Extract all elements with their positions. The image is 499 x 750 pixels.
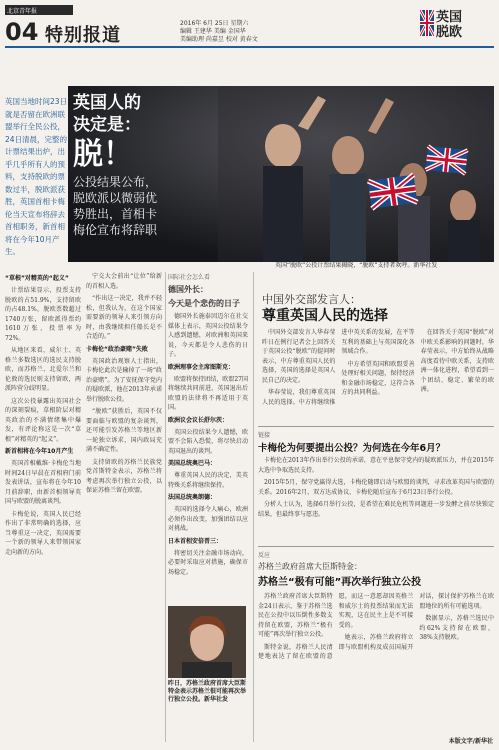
foreign-ministry-body	[262, 328, 494, 418]
badge-line-2: 脱欧	[436, 25, 463, 40]
foreign-ministry-paragraph: 中国外交部发言人华春莹昨日在例行记者会上回答关于英国公投“脱欧”的提问时表示，中方尊重英国人民的选择，英国的选择是英国人民自己的决定。	[262, 329, 336, 384]
headline-line-1: 英国人的	[73, 93, 141, 113]
header-rule	[5, 46, 494, 48]
sturgeon-body	[258, 592, 494, 734]
headline-line-2: 决定是：	[73, 115, 141, 135]
foreign-ministry-paragraph: 华春莹说，我们尊重英国人民的选择。中方将继续推进中英关系的发展，在平等互利的基础上与英国深化各领域合作。	[262, 329, 415, 406]
left-subhead-2: 新首相将在今年10月产生	[5, 448, 74, 455]
foreign-ministry-paragraph: 中方希望英国和欧盟妥善处理好相关问题，保持经济和金融市场稳定，这符合各方的共同利益。	[341, 360, 415, 396]
portrait-illustration	[168, 606, 246, 678]
second-column	[86, 272, 162, 742]
subhead-line-3: 势胜出，首相卡	[73, 207, 158, 221]
subhead-line-4: 梅伦宣布将辞职	[73, 223, 158, 237]
col2-paragraph: “脱欧”获胜后，英国不仅要面临与欧盟的复杂谈判，还可能引发苏格兰等地区新一轮独立诉求，国内政局充满不确定性。	[86, 408, 162, 453]
reactions-paragraph: 德国外长施泰因迈尔在社交媒体上表示，英国公投结果令人感到遗憾，对欧洲和英国来说，今天都是令人悲伤的日子。	[168, 313, 248, 358]
masthead	[0, 0, 499, 50]
sturgeon-paragraph: 她表示，苏格兰政府将立即与欧盟机构及成员国展开对话，探讨保护苏格兰在欧盟地位的所有可能选项。	[338, 593, 494, 651]
hero-section	[5, 52, 494, 260]
union-jack-icon	[420, 10, 434, 36]
link-title: 卡梅伦为何要提出公投？为何选在今年6月？	[258, 443, 446, 454]
reaction-kicker: 反应	[258, 552, 271, 559]
sturgeon-paragraph: 苏格兰政府首席大臣斯特金24日表示，鉴于苏格兰选民在公投中以压倒性多数支持留在欧盟，苏格兰“极有可能”再次举行独立公投。	[258, 593, 333, 638]
reactions-paragraph: 欧盟将保持团结，欧盟27国将继续共同前进，英国退出后欧盟的法律将不再适用于英国。	[168, 375, 248, 411]
left-paragraph: 这次公投暴露出英国社会的深刻裂痕，草根阶层对精英政治的不满情绪集中爆发，有评论称这是一次“草根”对精英的“起义”。	[5, 397, 81, 443]
section-title: 特别报道	[45, 25, 121, 46]
reactions-kicker: 国际社会怎么看	[168, 274, 211, 281]
col2-paragraph: 宁交大会前出“让位”给新的首相人选。	[86, 273, 162, 290]
photo-caption: 英国“脱欧”公投计票结果揭晓，“脱欧”支持者欢呼。新华社发	[275, 262, 438, 269]
left-subhead-1: “草根”对精英的“起义”	[5, 275, 69, 282]
reactions-subhead: 美国总统奥巴马：	[168, 460, 217, 467]
newspaper-tag: 北京青年报	[7, 8, 38, 15]
reactions-column	[168, 272, 248, 602]
column-divider	[165, 272, 166, 742]
sturgeon-kicker: 苏格兰政府首席大臣斯特金：	[258, 562, 362, 571]
col2-paragraph: 支持留欧的苏格兰民族党党首斯特金表示，苏格兰将考虑再次举行独立公投，以保证苏格兰留在欧盟。	[86, 458, 162, 494]
newspaper-logo-strip	[5, 5, 73, 15]
sturgeon-title: 苏格兰“极有可能”再次举行独立公投	[258, 577, 422, 588]
sturgeon-portrait	[168, 606, 246, 678]
col2-paragraph: 英国政治观察人士指出，卡梅伦此次是输掉了一场“政治豪赌”。为了安抚保守党内的疑欧派，他在2013年承诺举行脱欧公投。	[86, 357, 162, 403]
left-paragraph: 英国首相戴维·卡梅伦当地时间24日早晨在首相府门前发表讲话，宣布将在今年10月前辞职，由新首相领导英国与欧盟的脱离谈判。	[5, 460, 81, 505]
reactions-subhead: 欧洲理事会主席图斯克：	[168, 363, 235, 371]
left-paragraph: 从地区来看，威尔士、英格兰多数选区的选民支持脱欧，而苏格兰、北爱尔兰和伦敦的选民则支持留欧，两派阵营分歧明显。	[5, 347, 81, 392]
editor-line-2: 美编助理 尚嘉昱 校对 黄春文	[180, 36, 258, 43]
column-divider	[253, 272, 254, 742]
foreign-ministry-paragraph: 在回答关于英国“脱欧”对中欧关系影响的问题时，华春莹表示，中方始终从战略高度看待中欧关系，支持欧洲一体化进程，希望看到一个团结、稳定、繁荣的欧洲。	[420, 329, 494, 393]
reactions-paragraph: 将密切关注金融市场动向，必要时采取应对措施，确保市场稳定。	[168, 549, 248, 576]
lead-paragraph: 英国当地时间23日就是否留在欧洲联盟举行全民公投，24日清晨，完整的计票结果出炉，出乎几乎所有人的预料，支持脱欧的票数过半，脱欧派获胜，英国首相卡梅伦当天宣布将辞去首相职务，新首相将在今年10月产生。	[5, 97, 68, 256]
col2-subhead: 卡梅伦“政治豪赌”失败	[86, 345, 148, 353]
reactions-subhead: 法国总统奥朗德：	[168, 494, 217, 501]
link-paragraph: 卡梅伦在2013年作出举行公投的承诺，意在平息保守党内的疑欧派压力，并在2015年大选中争取选民支持。	[258, 457, 494, 474]
sturgeon-paragraph: 数据显示，苏格兰选民中约62%支持留在欧盟，38%支持脱欧。	[419, 615, 494, 641]
topic-badge	[420, 6, 495, 42]
subhead-line-1: 公投结果公布，	[73, 175, 158, 189]
source-credit: 本版文字/新华社	[448, 738, 493, 745]
page-number: 04	[5, 18, 39, 46]
badge-line-1: 英国	[436, 10, 463, 25]
left-paragraph: 卡梅伦说，英国人民已经作出了非常明确的选择，应当尊重这一决定，英国需要一个新的领导人来带领国家走向新的方向。	[5, 510, 81, 556]
foreign-ministry-kicker: 中国外交部发言人：	[262, 293, 361, 306]
link-kicker: 链接	[258, 432, 271, 439]
link-paragraph: 分析人士认为，选择6月举行公投，是希望在难民危机等问题进一步发酵之前尽快锁定结果，但最终事与愿违。	[258, 501, 494, 518]
subhead-line-2: 脱欧派以微弱优	[73, 191, 158, 205]
reactions-paragraph: 英国公投结果令人遗憾，欧盟不会陷入恐慌，将尽快启动英国退出的谈判。	[168, 428, 248, 455]
col2-paragraph: “作出这一决定，我并不轻松，但我认为，在这个国家需要新的领导人来引领方向时，由我继续担任船长是不合适的。”	[86, 295, 162, 340]
reactions-title-2: 今天是个悲伤的日子	[168, 299, 240, 308]
left-column	[5, 272, 81, 742]
headline-big-word: 脱！	[73, 137, 133, 172]
foreign-ministry-title: 尊重英国人民的选择	[262, 308, 388, 324]
reactions-subhead: 日本首相安倍晋三：	[168, 537, 223, 545]
editor-line: 编辑 王建华 美编 金国华	[180, 28, 246, 35]
section-divider	[258, 546, 494, 547]
date-line: 2016年 6月 25日 星期六	[180, 20, 249, 27]
link-paragraph: 2015年5月，保守党赢得大选，卡梅伦随即启动与欧盟的谈判，寻求改革英国与欧盟的关系。2016年2月，双方达成协议，卡梅伦随后宣布于6月23日举行公投。	[258, 479, 494, 496]
left-paragraph: 计票结果显示，投票支持脱欧的占51.9%，支持留欧的占48.1%，脱欧票数超过1740万张，留欧派得票约1610万张，投票率为72%。	[5, 287, 81, 342]
main-headline	[73, 92, 223, 242]
portrait-caption: 昨日，苏格兰政府首席大臣斯特金表示苏格兰很可能再次举行独立公投。新华社发	[168, 680, 247, 703]
reactions-paragraph: 英国的选择令人痛心，欧洲必须作出改变，加强团结以应对挑战。	[168, 506, 248, 532]
sturgeon-paragraph: 斯特金说，苏格兰人民清楚地表达了留在欧盟的意愿，而这一意愿却因英格兰和威尔士的投票结果而无法实现，这在民主上是不可接受的。	[258, 593, 414, 660]
section-divider	[258, 426, 494, 427]
link-body	[258, 456, 494, 540]
reactions-paragraph: 尊重英国人民的决定，美英特殊关系将继续保持。	[168, 472, 248, 489]
reactions-subhead: 欧洲议会议长舒尔茨：	[168, 416, 229, 424]
reactions-title-1: 德国外长：	[168, 285, 208, 294]
